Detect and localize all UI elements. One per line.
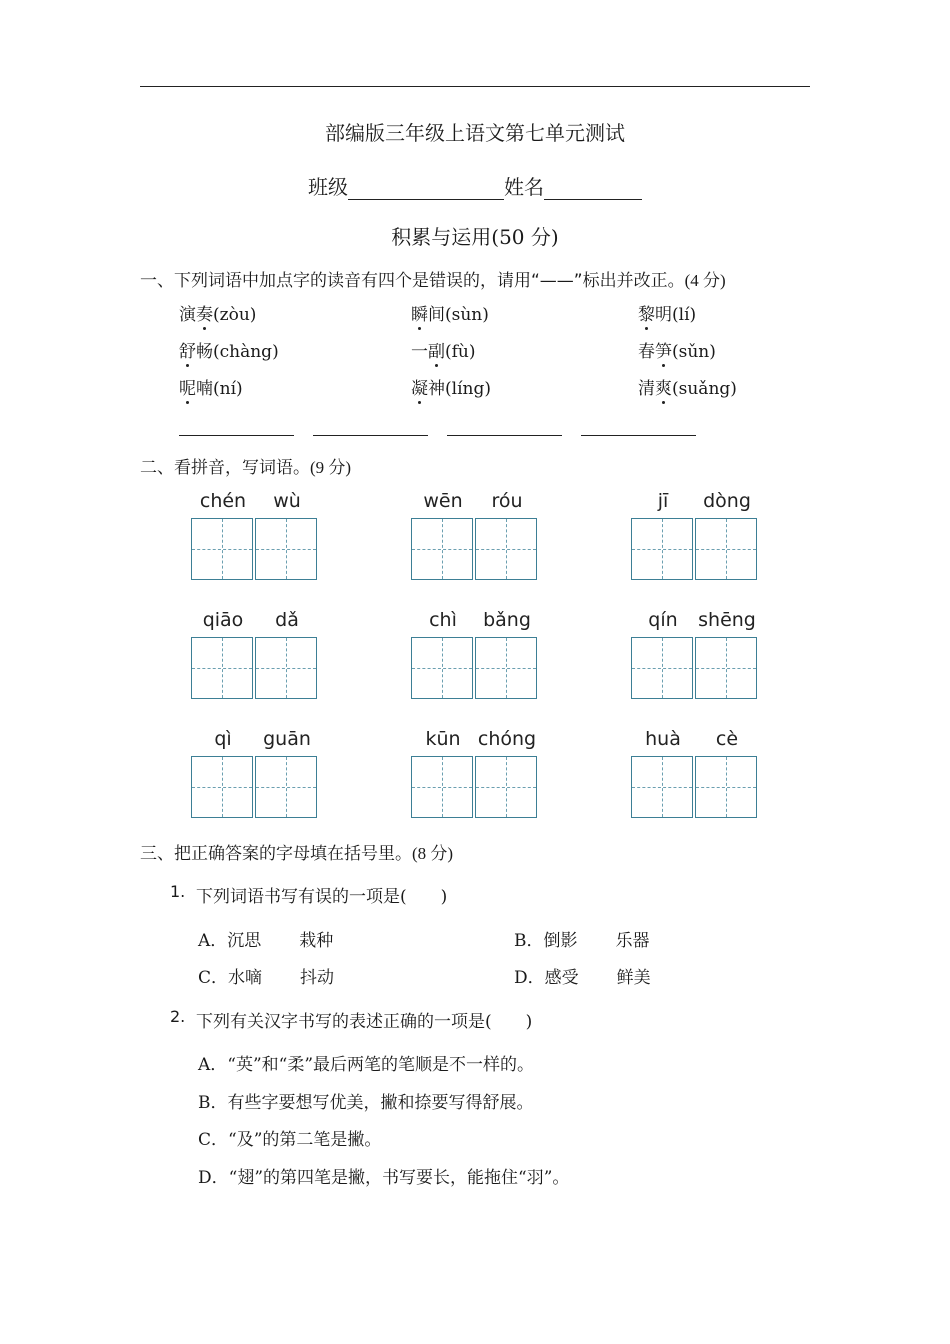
- q1-item-pinyin: (sǔn): [672, 342, 716, 362]
- sub-question-stem: 下列词语书写有误的一项是( ): [196, 887, 448, 907]
- sub-question-stem: 下列有关汉字书写的表述正确的一项是( ): [196, 1012, 533, 1032]
- tianzige-box[interactable]: [631, 756, 693, 818]
- option-letter: D．: [514, 968, 545, 988]
- option-word: 鲜美: [616, 968, 651, 988]
- name-label: 姓名: [504, 175, 544, 199]
- q1-dotted-char: 爽: [655, 374, 672, 399]
- option-d[interactable]: [514, 963, 651, 988]
- tianzige-box[interactable]: [631, 518, 693, 580]
- tianzige-box[interactable]: [631, 637, 693, 699]
- q1-item: [411, 300, 489, 325]
- top-rule: [140, 86, 810, 87]
- q1-item-char: 神: [428, 379, 445, 399]
- q1-item: [638, 374, 737, 399]
- answer-blank[interactable]: [313, 435, 428, 436]
- q1-item-char: 一: [411, 342, 428, 362]
- pinyin-syllable: huà: [645, 728, 681, 750]
- pinyin-syllable: qì: [214, 728, 232, 750]
- option-letter: B．: [514, 931, 544, 951]
- q2-heading-text: 二、看拼音，写词语。: [140, 458, 310, 478]
- option-c[interactable]: [198, 963, 334, 988]
- pinyin-syllable: jī: [657, 490, 669, 512]
- q3-heading: [140, 839, 453, 864]
- q2-points: (9 分): [310, 458, 352, 477]
- q1-item-char: 间: [428, 305, 445, 325]
- option-a[interactable]: [198, 926, 333, 951]
- name-field[interactable]: [544, 175, 642, 200]
- tianzige-box[interactable]: [475, 756, 537, 818]
- option-word: 乐器: [615, 931, 650, 951]
- q1-dotted-char: 黎: [638, 300, 655, 325]
- q1-item: [638, 337, 716, 362]
- sub-question-number: 2.: [170, 1007, 186, 1026]
- q1-item-char: 喃: [196, 379, 213, 399]
- section-title: 积累与运用(50 分): [391, 225, 559, 249]
- class-field[interactable]: [348, 175, 504, 200]
- option-letter: A．: [198, 931, 228, 951]
- q1-item-char: 春: [638, 342, 655, 362]
- answer-blank[interactable]: [581, 435, 696, 436]
- q1-item: [411, 337, 476, 362]
- pinyin-syllable: bǎng: [483, 609, 531, 631]
- tianzige-box[interactable]: [695, 637, 757, 699]
- pinyin-syllable: wēn: [423, 490, 463, 512]
- tianzige-box[interactable]: [255, 756, 317, 818]
- option-b[interactable]: [514, 926, 650, 951]
- tianzige-box[interactable]: [255, 637, 317, 699]
- pinyin-syllable: shēng: [698, 609, 756, 631]
- q1-item-char: 演: [179, 305, 196, 325]
- option-word: 感受: [544, 968, 579, 988]
- q2-heading: [140, 453, 351, 478]
- q1-dotted-char: 副: [428, 337, 445, 362]
- pinyin-syllable: chén: [199, 490, 247, 512]
- q1-dotted-char: 舒: [179, 337, 196, 362]
- q3-heading-text: 三、把正确答案的字母填在括号里。: [140, 844, 412, 864]
- tianzige-box[interactable]: [475, 637, 537, 699]
- option-d[interactable]: D．“翅”的第四笔是撇，书写要长，能拖住“羽”。: [198, 1168, 570, 1188]
- q1-heading: [140, 266, 726, 291]
- q1-item-char: 畅: [196, 342, 213, 362]
- q1-item-pinyin: (ní): [213, 379, 243, 399]
- sub-question-number: 1.: [170, 882, 186, 901]
- q1-points: (4 分): [684, 271, 726, 290]
- tianzige-box[interactable]: [411, 518, 473, 580]
- pinyin-syllable: dòng: [703, 490, 751, 512]
- q1-dotted-char: 奏: [196, 300, 213, 325]
- q1-item-pinyin: (sùn): [445, 305, 489, 325]
- q1-dotted-char: 呢: [179, 374, 196, 399]
- q1-item-char: 清: [638, 379, 655, 399]
- q1-heading-text: 一、下列词语中加点字的读音有四个是错误的，请用“——”标出并改正。: [140, 271, 685, 291]
- pinyin-syllable: chì: [429, 609, 457, 631]
- answer-blank[interactable]: [447, 435, 562, 436]
- tianzige-box[interactable]: [475, 518, 537, 580]
- option-word: 沉思: [227, 931, 262, 951]
- q1-item-pinyin: (chàng): [213, 342, 279, 362]
- tianzige-box[interactable]: [191, 637, 253, 699]
- pinyin-syllable: róu: [491, 490, 523, 512]
- pinyin-syllable: dǎ: [275, 609, 299, 631]
- tianzige-box[interactable]: [191, 518, 253, 580]
- q1-dotted-char: 瞬: [411, 300, 428, 325]
- q1-item: [638, 300, 696, 325]
- exam-title: 部编版三年级上语文第七单元测试: [325, 121, 625, 145]
- answer-blank[interactable]: [179, 435, 294, 436]
- option-word: 倒影: [543, 931, 578, 951]
- q3-points: (8 分): [412, 844, 454, 863]
- q1-item-pinyin: (fù): [445, 342, 476, 362]
- q1-item: [179, 337, 279, 362]
- tianzige-box[interactable]: [695, 518, 757, 580]
- q1-item: [411, 374, 491, 399]
- pinyin-syllable: guān: [263, 728, 311, 750]
- option-c[interactable]: C．“及”的第二笔是撇。: [198, 1130, 382, 1150]
- tianzige-box[interactable]: [695, 756, 757, 818]
- q1-item-pinyin: (lí): [672, 305, 697, 325]
- pinyin-syllable: cè: [715, 728, 739, 750]
- q1-item: [179, 374, 243, 399]
- tianzige-box[interactable]: [411, 756, 473, 818]
- tianzige-box[interactable]: [411, 637, 473, 699]
- option-b[interactable]: B．有些字要想写优美，撇和捺要写得舒展。: [198, 1093, 534, 1113]
- option-a[interactable]: A．“英”和“柔”最后两笔的笔顺是不一样的。: [198, 1055, 535, 1075]
- option-letter: C．: [198, 968, 229, 988]
- q1-item-char: 明: [655, 305, 672, 325]
- option-word: 栽种: [299, 931, 334, 951]
- q1-item-pinyin: (zòu): [213, 305, 257, 325]
- class-label: 班级: [308, 175, 348, 199]
- option-word: 抖动: [300, 968, 335, 988]
- tianzige-box[interactable]: [191, 756, 253, 818]
- pinyin-syllable: qiāo: [202, 609, 244, 631]
- pinyin-syllable: chóng: [477, 728, 537, 750]
- option-word: 水嘀: [228, 968, 263, 988]
- q1-dotted-char: 笋: [655, 337, 672, 362]
- pinyin-syllable: qín: [648, 609, 678, 631]
- q1-item-pinyin: (suǎng): [672, 379, 737, 399]
- q1-item: [179, 300, 256, 325]
- pinyin-syllable: wù: [273, 490, 301, 512]
- q1-item-pinyin: (líng): [445, 379, 491, 399]
- tianzige-box[interactable]: [255, 518, 317, 580]
- student-info: [0, 171, 950, 200]
- pinyin-syllable: kūn: [425, 728, 461, 750]
- q1-dotted-char: 凝: [411, 374, 428, 399]
